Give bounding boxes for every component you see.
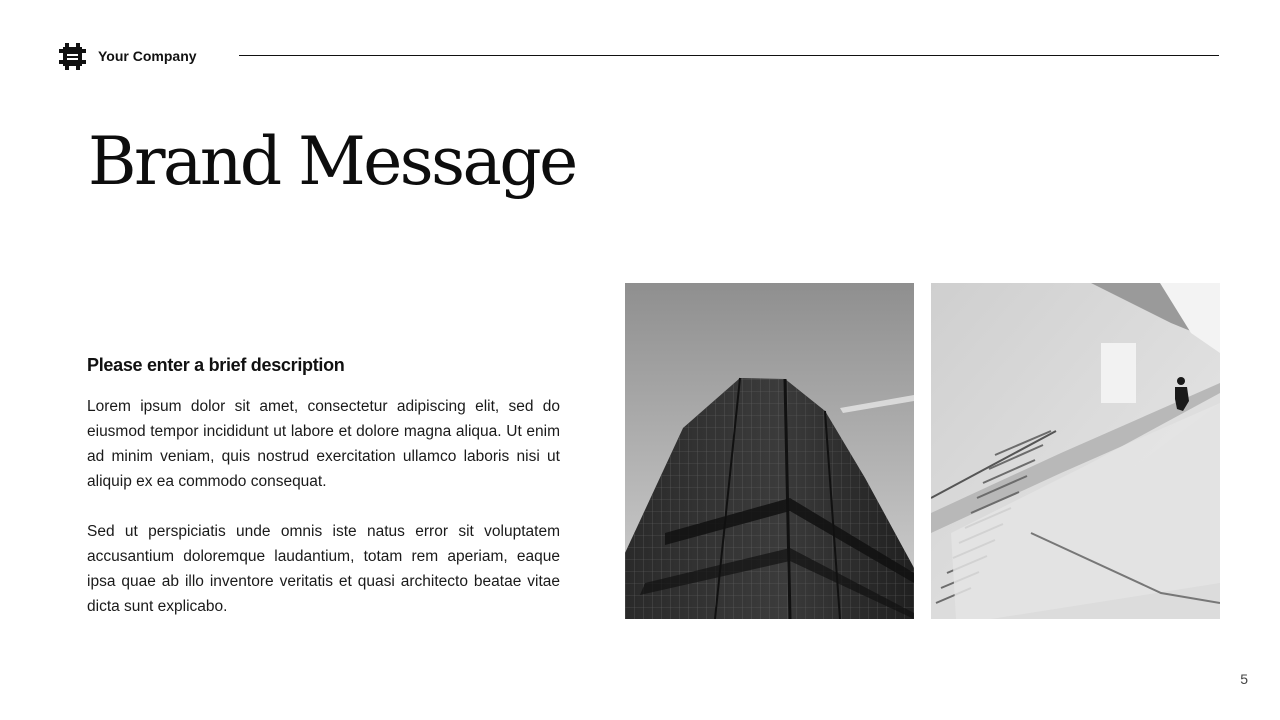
description-heading: Please enter a brief description bbox=[87, 355, 345, 375]
page-number: 5 bbox=[1240, 671, 1248, 687]
description-paragraph-2: Sed ut perspiciatis unde omnis iste natus error sit voluptatem accusantium doloremque laudantium, totam rem aperiam, eaque ipsa quae ab illo inventore veritatis et quasi architecto beatae vitae dicta sunt explicabo. bbox=[87, 523, 560, 615]
skyscraper-photo bbox=[625, 283, 914, 619]
company-name: Your Company bbox=[98, 48, 197, 64]
page-title: Brand Message bbox=[88, 123, 576, 200]
header-divider bbox=[239, 55, 1219, 56]
staircase-photo bbox=[931, 283, 1220, 619]
gear-chip-icon bbox=[59, 43, 86, 70]
description-paragraph-1: Lorem ipsum dolor sit amet, consectetur adipiscing elit, sed do eiusmod tempor incididunt ut labore et dolore magna aliqua. Ut enim ad minim veniam, quis nostrud exercitation ullamco laboris nisi ut aliquip ex ea commodo consequat. bbox=[87, 398, 560, 490]
